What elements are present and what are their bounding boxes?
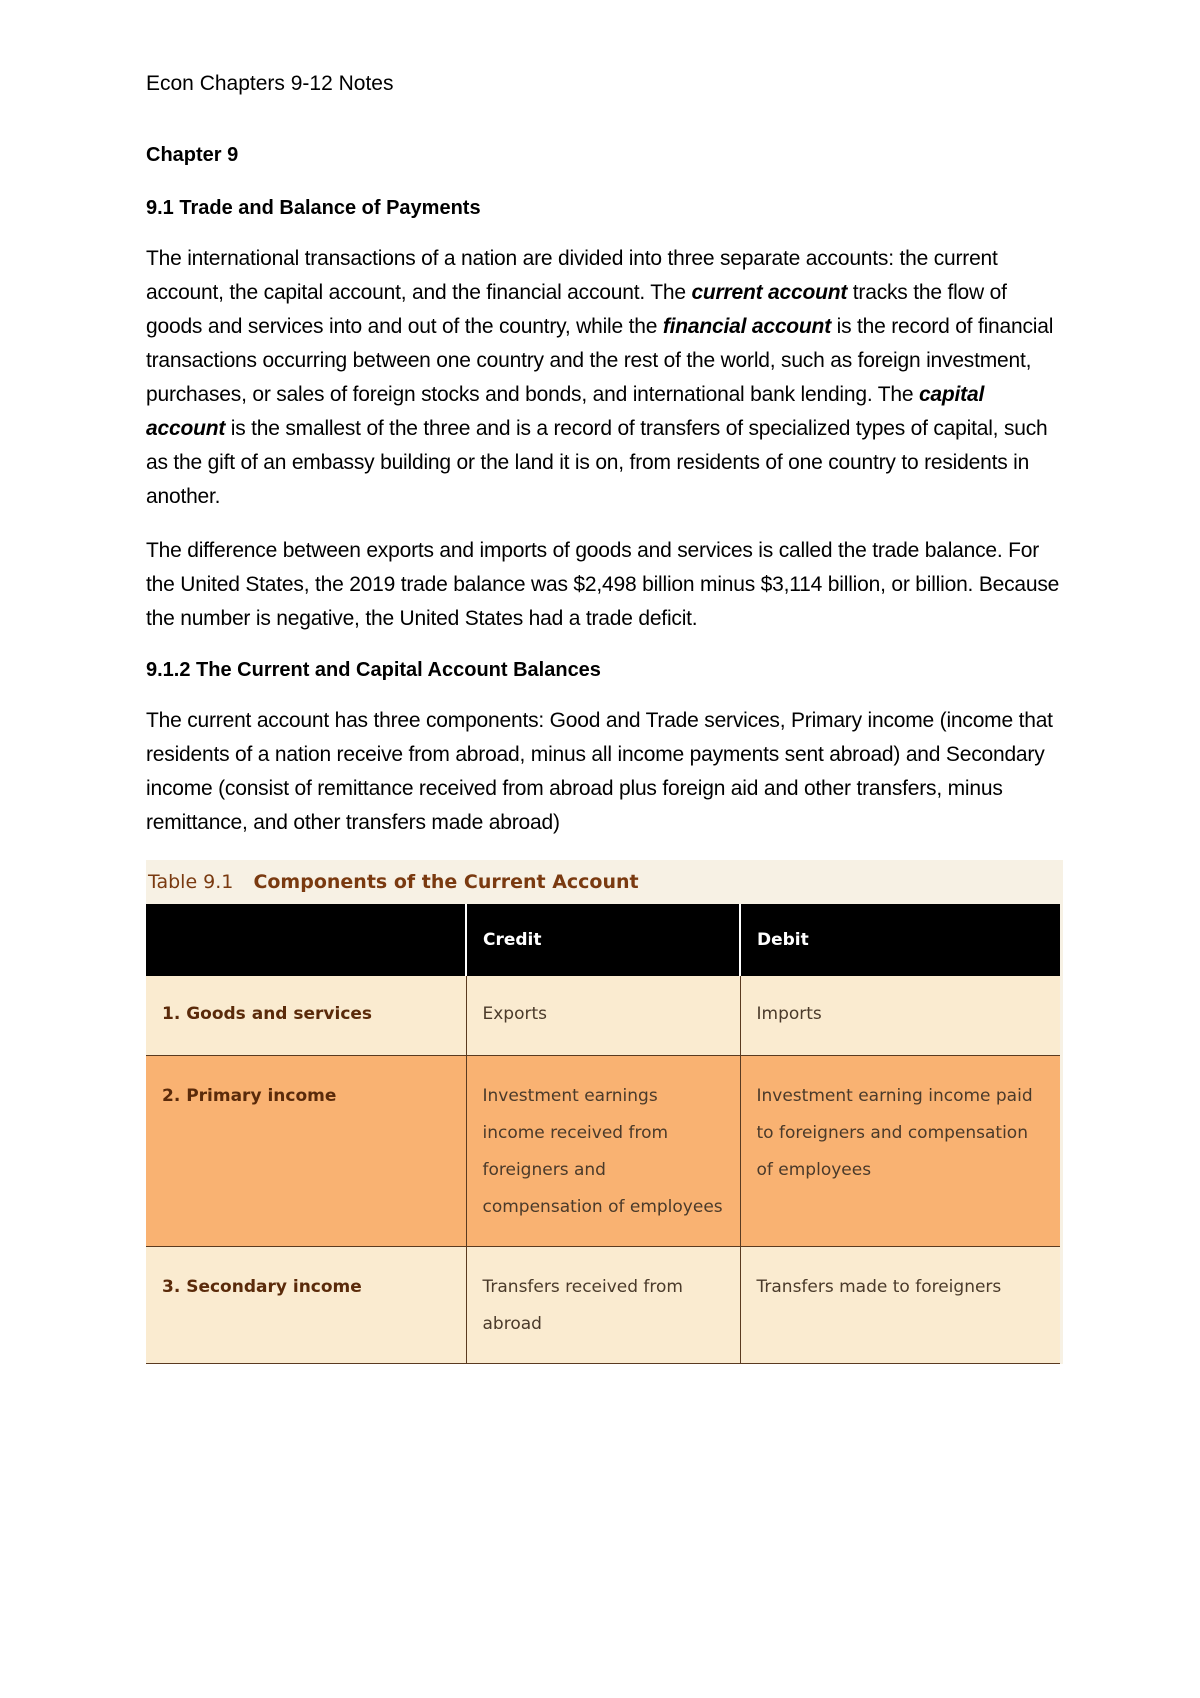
table-header-credit: Credit <box>466 904 740 976</box>
table-cell-component: 2. Primary income <box>146 1056 466 1247</box>
term-financial-account: financial account <box>662 315 831 338</box>
table-caption-title: Components of the Current Account <box>253 871 639 893</box>
paragraph-text: is the record of financial transactions occurring between one country and the rest of the world, such as foreign investment, purchases, or sales of foreign stocks and bonds, and international bank lending. The <box>146 315 1054 406</box>
table-cell-credit: Exports <box>466 976 740 1056</box>
table-row <box>146 1247 1060 1364</box>
table-header-row <box>146 904 1060 976</box>
table-cell-component: 1. Goods and services <box>146 976 466 1056</box>
paragraph-text: tracks the flow of goods and services into and out of the country, while the <box>146 281 1007 338</box>
term-capital-account: capital account <box>146 383 985 440</box>
table-caption-number: Table 9.1 <box>148 871 234 893</box>
document-title: Econ Chapters 9-12 Notes <box>146 72 394 95</box>
table-header-cell <box>146 904 466 976</box>
table-figure <box>146 860 1063 1364</box>
paragraph-text: The international transactions of a nation are divided into three separate accounts: the current account, the capital account, and the financial account. The <box>146 247 998 304</box>
table-cell-credit: Investment earnings income received from foreigners and compensation of employees <box>466 1056 740 1247</box>
paragraph-accounts <box>146 242 1066 514</box>
table-header-debit: Debit <box>740 904 1060 976</box>
section-heading-9-1-2: 9.1.2 The Current and Capital Account Balances <box>146 659 601 681</box>
table-caption <box>146 860 1063 904</box>
table-row <box>146 1056 1060 1247</box>
table-row <box>146 976 1060 1056</box>
document-page <box>146 70 1066 1364</box>
paragraph-current-account-components: The current account has three components: Good and Trade services, Primary income (income that residents of a nation receive from abroad, minus all income payments sent abroad) and Secondary income (consist of remittance received from abroad plus foreign aid and other transfers, minus remittance, and other transfers made abroad) <box>146 709 1053 834</box>
section-heading-9-1: 9.1 Trade and Balance of Payments <box>146 197 481 219</box>
table-cell-debit: Investment earning income paid to foreigners and compensation of employees <box>740 1056 1060 1247</box>
components-table <box>146 904 1060 1364</box>
paragraph-trade-balance: The difference between exports and imports of goods and services is called the trade balance. For the United States, the 2019 trade balance was $2,498 billion minus $3,114 billion, or billion. Because the number is negative, the United States had a trade deficit. <box>146 539 1060 630</box>
table-cell-debit: Transfers made to foreigners <box>740 1247 1060 1364</box>
table-cell-debit: Imports <box>740 976 1060 1056</box>
chapter-heading: Chapter 9 <box>146 144 239 166</box>
term-current-account: current account <box>691 281 848 304</box>
table-cell-credit: Transfers received from abroad <box>466 1247 740 1364</box>
table-cell-component: 3. Secondary income <box>146 1247 466 1364</box>
paragraph-text: is the smallest of the three and is a record of transfers of specialized types of capital, such as the gift of an embassy building or the land it is on, from residents of one country to residents in another. <box>146 417 1048 508</box>
